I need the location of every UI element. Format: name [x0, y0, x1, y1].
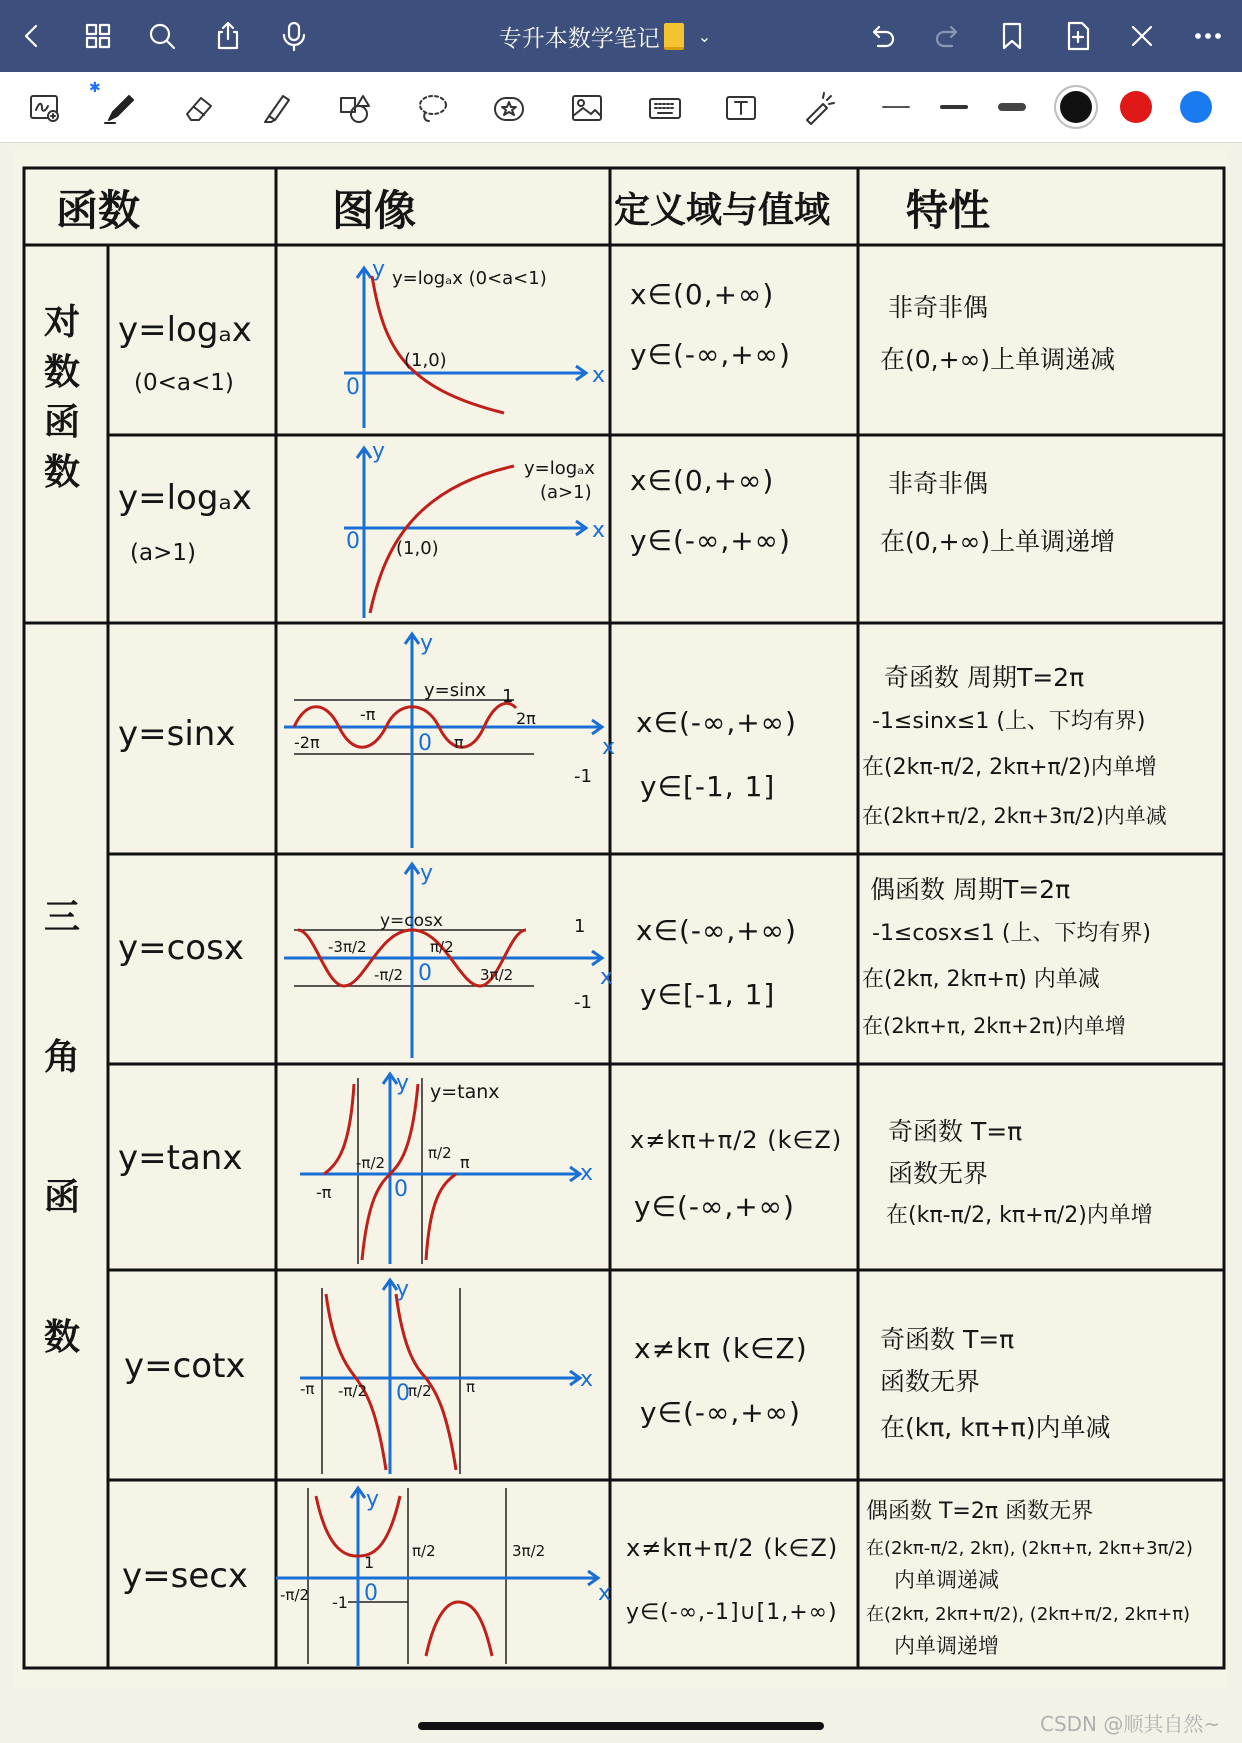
row6-tick-neg-half-pi: -π/2: [338, 1382, 368, 1400]
row2-origin: 0: [346, 529, 360, 554]
row5-tick-neg-half-pi: -π/2: [356, 1154, 386, 1172]
image-icon[interactable]: [564, 85, 610, 131]
row4-tick-neg-half-pi: -π/2: [374, 966, 404, 984]
row4-prop-4: 在(2kπ+π, 2kπ+2π)内单增: [862, 1014, 1126, 1038]
row2-graph-label: y=logₐx: [524, 458, 595, 479]
row1-prop-2: 在(0,+∞)上单调递减: [880, 345, 1116, 374]
row1-origin: 0: [346, 375, 360, 400]
row7-tick-3half-pi: 3π/2: [512, 1542, 546, 1560]
header-graph: 图像: [332, 186, 417, 235]
home-indicator[interactable]: [418, 1722, 824, 1730]
row5-axis-y: y: [396, 1071, 410, 1096]
row6-tick-half-pi: π/2: [408, 1382, 432, 1400]
row2-range: y∈(-∞,+∞): [630, 524, 791, 557]
row7-origin: 0: [364, 1581, 378, 1606]
row2-domain: x∈(0,+∞): [630, 464, 775, 497]
row4-tick-neg-one: -1: [574, 992, 592, 1013]
highlighter-icon[interactable]: [254, 85, 300, 131]
row1-graph-point: (1,0): [404, 350, 447, 371]
row5-prop-1: 奇函数 T=π: [888, 1117, 1023, 1146]
row7-axis-x: x: [598, 1581, 612, 1606]
row7-graph: [276, 1484, 610, 1668]
row4-function: y=cosx: [118, 928, 244, 968]
row4-range: y∈[-1, 1]: [640, 978, 776, 1011]
row2-graph: [304, 438, 604, 622]
row2-function-note: (a>1): [130, 540, 196, 566]
close-icon[interactable]: [1120, 14, 1164, 58]
row5-range: y∈(-∞,+∞): [634, 1190, 795, 1223]
row2-function: y=logₐx: [118, 478, 252, 518]
redo-icon[interactable]: [926, 14, 970, 58]
row6-tick-neg-pi: -π: [300, 1380, 315, 1398]
color-black-swatch[interactable]: [1060, 91, 1092, 123]
group-label-log: 对数函数: [43, 302, 80, 493]
row3-axis-x: x: [602, 735, 616, 760]
bluetooth-icon: ✱: [89, 80, 101, 96]
row3-tick-one: 1: [502, 686, 514, 707]
row4-graph-label: y=cosx: [380, 911, 443, 931]
row6-range: y∈(-∞,+∞): [640, 1396, 801, 1429]
header-domain-range: 定义域与值域: [614, 190, 831, 231]
row4-domain: x∈(-∞,+∞): [636, 914, 797, 947]
row2-prop-2: 在(0,+∞)上单调递增: [880, 527, 1116, 556]
bookmark-icon[interactable]: [990, 14, 1034, 58]
row3-tick-2pi: 2π: [516, 709, 536, 728]
row4-graph: [284, 858, 614, 1062]
row3-prop-4: 在(2kπ+π/2, 2kπ+3π/2)内单减: [862, 804, 1167, 828]
row7-prop-2: 在(2kπ-π/2, 2kπ), (2kπ+π, 2kπ+3π/2): [866, 1538, 1193, 1559]
row5-tick-neg-pi: -π: [316, 1183, 332, 1202]
share-icon[interactable]: [206, 14, 250, 58]
stroke-medium-option[interactable]: [940, 105, 968, 109]
row2-axis-x: x: [592, 518, 606, 543]
row1-range: y∈(-∞,+∞): [630, 338, 791, 371]
top-nav-bar: [0, 0, 1242, 72]
row5-prop-2: 函数无界: [888, 1159, 989, 1188]
row5-tick-pi: π: [460, 1153, 470, 1172]
keyboard-icon[interactable]: [642, 85, 688, 131]
row6-prop-2: 函数无界: [880, 1367, 981, 1396]
row3-function: y=sinx: [118, 714, 236, 754]
row3-prop-2: -1≤sinx≤1 (上、下均有界): [872, 709, 1146, 734]
pen-icon[interactable]: [96, 85, 142, 131]
drawing-toolbar: [0, 72, 1242, 143]
row5-origin: 0: [394, 1177, 408, 1202]
row6-tick-pi: π: [466, 1378, 476, 1396]
header-properties: 特性: [906, 186, 991, 235]
row4-prop-1: 偶函数 周期T=2π: [870, 875, 1071, 904]
row7-prop-3: 内单调递减: [894, 1568, 999, 1592]
document-title-text: 专升本数学笔记: [498, 25, 660, 52]
row6-prop-3: 在(kπ, kπ+π)内单减: [880, 1413, 1111, 1442]
text-box-icon[interactable]: [718, 85, 764, 131]
row7-tick-half-pi: π/2: [412, 1542, 436, 1560]
row3-tick-neg-one: -1: [574, 766, 592, 787]
eraser-icon[interactable]: [176, 85, 222, 131]
row5-axis-x: x: [580, 1161, 594, 1186]
handwriting-zoom-icon[interactable]: [22, 85, 68, 131]
header-function: 函数: [56, 186, 141, 235]
row5-graph: [290, 1068, 610, 1268]
mic-icon[interactable]: [272, 14, 316, 58]
watermark: CSDN @顺其自然~: [1040, 1712, 1221, 1736]
row7-tick-one: 1: [364, 1553, 375, 1572]
row7-tick-neg-one: -1: [332, 1593, 348, 1612]
grid-icon[interactable]: [76, 14, 120, 58]
row5-tick-half-pi: π/2: [428, 1144, 452, 1162]
row7-tick-neg-half-pi: -π/2: [280, 1586, 310, 1604]
row1-prop-1: 非奇非偶: [888, 293, 989, 322]
row5-graph-label: y=tanx: [430, 1081, 500, 1103]
group-label-trig: 三角函数: [43, 897, 80, 1358]
row2-axis-y: y: [372, 439, 386, 464]
notepad-icon: [664, 23, 684, 50]
row6-axis-y: y: [396, 1277, 410, 1302]
row1-axis-x: x: [592, 363, 606, 388]
row3-prop-1: 奇函数 周期T=2π: [884, 663, 1085, 692]
row1-function: y=logₐx: [118, 310, 252, 350]
add-page-icon[interactable]: [1056, 14, 1100, 58]
row6-function: y=cotx: [124, 1346, 246, 1386]
row4-axis-y: y: [420, 861, 434, 886]
more-icon[interactable]: [1186, 14, 1230, 58]
row3-graph-label: y=sinx: [424, 680, 487, 701]
row1-domain: x∈(0,+∞): [630, 278, 775, 311]
laser-pointer-icon[interactable]: [796, 85, 842, 131]
row3-domain: x∈(-∞,+∞): [636, 706, 797, 739]
row4-prop-3: 在(2kπ, 2kπ+π) 内单减: [862, 967, 1100, 992]
row4-prop-2: -1≤cosx≤1 (上、下均有界): [872, 921, 1151, 946]
row2-graph-point: (1,0): [396, 538, 439, 559]
row1-graph: [304, 248, 604, 433]
row4-axis-x: x: [600, 965, 614, 990]
row4-tick-neg-3half-pi: -3π/2: [328, 938, 367, 956]
row3-tick-neg-2pi: -2π: [294, 733, 320, 752]
row2-graph-label-2: (a>1): [540, 482, 592, 503]
row7-prop-1: 偶函数 T=2π 函数无界: [866, 1499, 1094, 1524]
row5-domain: x≠kπ+π/2 (k∈Z): [630, 1126, 843, 1154]
row4-tick-one: 1: [574, 916, 586, 937]
row1-graph-label: y=logₐx (0<a<1): [392, 268, 547, 289]
note-page[interactable]: [14, 148, 1226, 1688]
row7-prop-4: 在(2kπ, 2kπ+π/2), (2kπ+π/2, 2kπ+π): [866, 1604, 1191, 1625]
lasso-icon[interactable]: [410, 85, 456, 131]
color-blue-swatch[interactable]: [1180, 91, 1212, 123]
chevron-down-icon: ⌄: [697, 26, 712, 46]
stroke-thick-option[interactable]: [998, 103, 1026, 111]
row6-domain: x≠kπ (k∈Z): [634, 1332, 808, 1365]
document-title[interactable]: [440, 18, 770, 54]
row3-axis-y: y: [420, 631, 434, 656]
sticker-icon[interactable]: [486, 85, 532, 131]
stroke-thin-option[interactable]: [882, 106, 910, 108]
row3-graph: [284, 628, 616, 852]
row7-function: y=secx: [122, 1556, 249, 1596]
undo-icon[interactable]: [860, 14, 904, 58]
row5-function: y=tanx: [118, 1138, 243, 1178]
row6-axis-x: x: [580, 1367, 594, 1392]
row1-axis-y: y: [372, 257, 386, 282]
row3-tick-neg-pi: -π: [360, 705, 376, 724]
color-red-swatch[interactable]: [1120, 91, 1152, 123]
row5-prop-3: 在(kπ-π/2, kπ+π/2)内单增: [886, 1203, 1153, 1228]
row4-tick-half-pi: π/2: [430, 938, 454, 956]
shapes-icon[interactable]: [332, 85, 378, 131]
row3-origin: 0: [418, 731, 432, 756]
row3-range: y∈[-1, 1]: [640, 770, 776, 803]
row6-graph: [290, 1274, 610, 1478]
search-icon[interactable]: [140, 14, 184, 58]
row1-function-note: (0<a<1): [134, 370, 234, 396]
row7-prop-5: 内单调递增: [894, 1634, 999, 1658]
row3-tick-pi: π: [454, 733, 464, 752]
row7-range: y∈(-∞,-1]∪[1,+∞): [626, 1600, 838, 1625]
chevron-left-icon[interactable]: [10, 14, 54, 58]
row6-origin: 0: [396, 1381, 410, 1406]
row4-tick-3half-pi: 3π/2: [480, 966, 514, 984]
row7-domain: x≠kπ+π/2 (k∈Z): [626, 1534, 839, 1562]
row2-prop-1: 非奇非偶: [888, 469, 989, 498]
row3-prop-3: 在(2kπ-π/2, 2kπ+π/2)内单增: [862, 755, 1157, 780]
row4-origin: 0: [418, 961, 432, 986]
row6-prop-1: 奇函数 T=π: [880, 1325, 1015, 1354]
row7-axis-y: y: [366, 1487, 380, 1512]
